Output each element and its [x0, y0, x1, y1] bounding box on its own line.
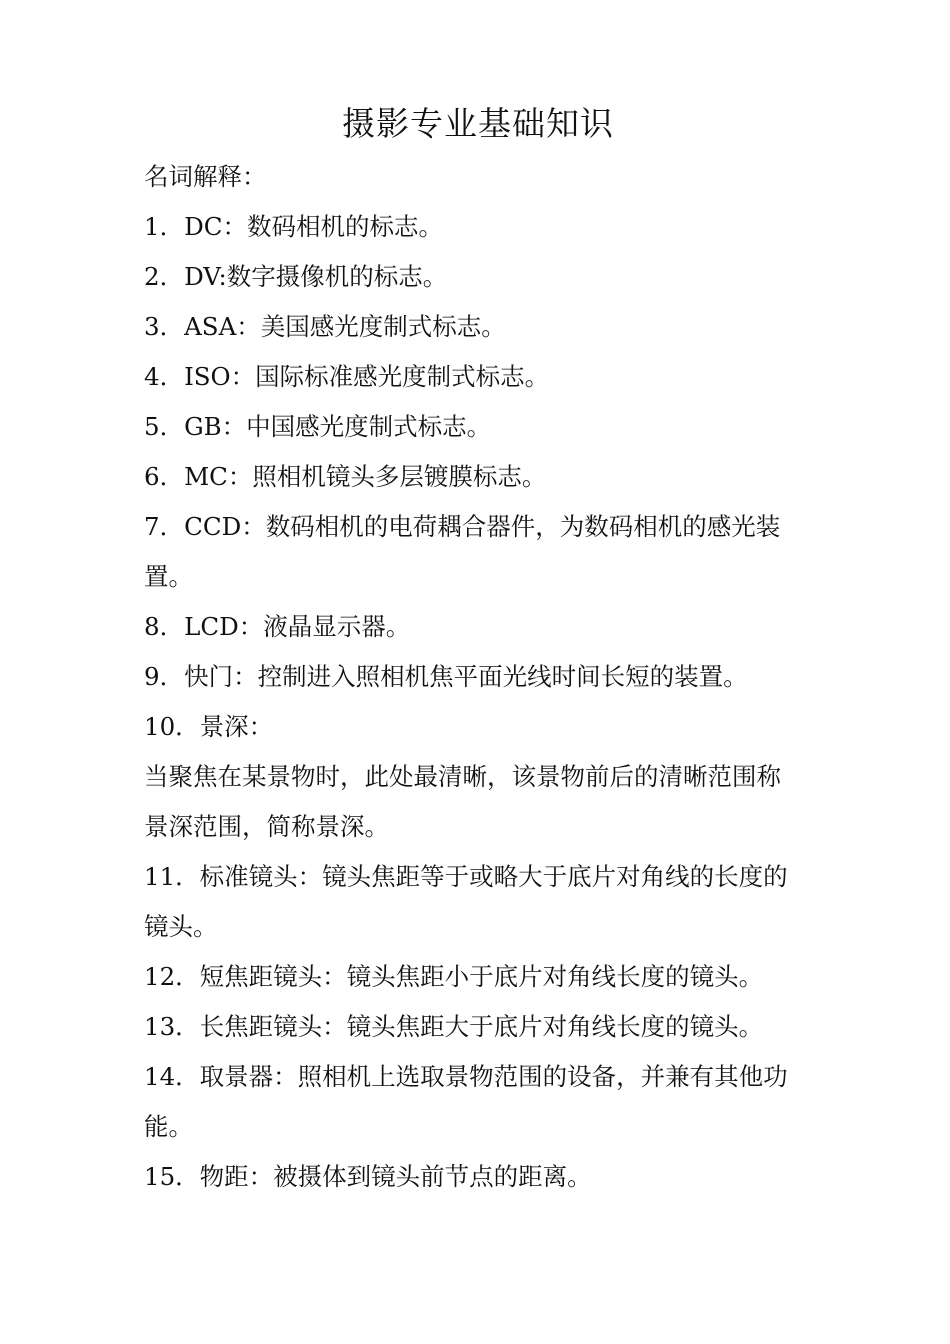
- definition-item: [144, 852, 812, 952]
- definition-line: 9．快门：控制进入照相机焦平面光线时间长短的装置。: [144, 662, 748, 691]
- definition-item: [144, 502, 812, 602]
- definition-line: 8．LCD：液晶显示器。: [144, 612, 411, 641]
- definition-list: [144, 202, 812, 1202]
- document-title: 摄影专业基础知识: [342, 104, 614, 143]
- definition-line: 15．物距：被摄体到镜头前节点的距离。: [144, 1162, 592, 1191]
- definition-line: 置。: [144, 562, 193, 591]
- definition-line: 3．ASA：美国感光度制式标志。: [144, 312, 506, 341]
- definition-line: 6．MC：照相机镜头多层镀膜标志。: [144, 462, 547, 491]
- definition-line: 1．DC：数码相机的标志。: [144, 212, 443, 241]
- definition-item: [144, 202, 812, 252]
- definition-line: 当聚焦在某景物时，此处最清晰，该景物前后的清晰范围称: [144, 762, 781, 791]
- definition-line: 10．景深：: [144, 712, 274, 741]
- definition-line: 13．长焦距镜头：镜头焦距大于底片对角线长度的镜头。: [144, 1012, 764, 1041]
- definition-item: [144, 252, 812, 302]
- definition-line: 能。: [144, 1112, 193, 1141]
- definition-item: [144, 352, 812, 402]
- definition-item: [144, 302, 812, 352]
- definition-line: 7．CCD：数码相机的电荷耦合器件，为数码相机的感光装: [144, 512, 781, 541]
- definition-item: [144, 1052, 812, 1152]
- definition-line: 4．ISO：国际标准感光度制式标志。: [144, 362, 550, 391]
- definition-item: [144, 402, 812, 452]
- definition-line: 5．GB：中国感光度制式标志。: [144, 412, 492, 441]
- definition-line: 11．标准镜头：镜头焦距等于或略大于底片对角线的长度的: [144, 862, 788, 891]
- definition-item: [144, 702, 812, 852]
- document-page: [144, 100, 812, 1202]
- definition-line: 14．取景器：照相机上选取景物范围的设备，并兼有其他功: [144, 1062, 788, 1091]
- definition-line: 12．短焦距镜头：镜头焦距小于底片对角线长度的镜头。: [144, 962, 764, 991]
- definition-line: 镜头。: [144, 912, 218, 941]
- definition-item: [144, 452, 812, 502]
- definition-item: [144, 952, 812, 1002]
- definition-line: 景深范围，简称景深。: [144, 812, 389, 841]
- definition-item: [144, 1002, 812, 1052]
- definition-item: [144, 1152, 812, 1202]
- section-heading: 名词解释：: [144, 162, 267, 191]
- definition-line: 2．DV:数字摄像机的标志。: [144, 262, 448, 291]
- definition-item: [144, 652, 812, 702]
- definition-item: [144, 602, 812, 652]
